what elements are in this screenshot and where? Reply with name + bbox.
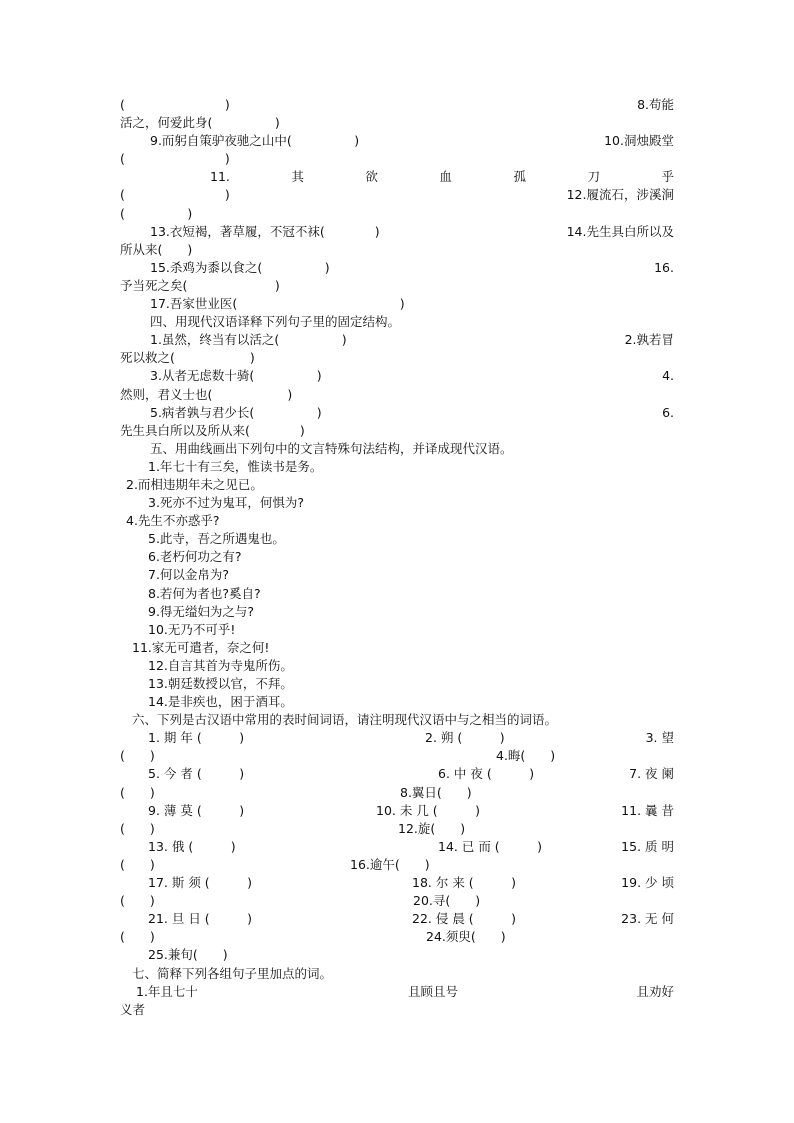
sentence-item: 3.死亦不过为鬼耳，何惧为? — [148, 495, 305, 511]
blank-paren: ( ) — [120, 187, 230, 203]
time-word-item: 25.兼旬( ) — [148, 947, 228, 963]
time-word-item: 24.须臾( ) — [426, 929, 506, 945]
time-word-row — [120, 838, 674, 856]
text-line — [120, 96, 674, 114]
time-word-item: 10. 未 几 ( ) — [376, 802, 481, 818]
time-word-row — [120, 874, 674, 892]
sentence-item: 2.而相违期年未之见已。 — [126, 476, 263, 492]
question-item: 然则，君义士也( ) — [120, 386, 293, 402]
question-item: 先生具白所以及所从来( ) — [120, 422, 305, 438]
sentence-item: 9.得无缢妇为之与? — [148, 603, 255, 619]
time-word-item: 3. 望 — [645, 730, 674, 746]
text-line — [120, 386, 674, 404]
time-word-item: 7. 夜 阑 — [629, 766, 674, 782]
time-word-row — [120, 910, 674, 928]
sentence-item: 7.何以金帛为? — [148, 567, 230, 583]
question-item: 17.吾家世业医( ) — [150, 296, 405, 312]
blank-paren: ( ) — [120, 929, 155, 945]
time-word-item: 20.寻( ) — [413, 893, 481, 909]
question-item: 14.先生具白所以及 — [566, 223, 674, 239]
text-line — [120, 114, 674, 132]
text-line — [120, 241, 674, 259]
question-item: 2.孰若冒 — [624, 332, 674, 348]
time-word-item: 6. 中 夜 ( ) — [438, 766, 535, 782]
question-item: 4. — [662, 368, 674, 384]
question-item: 16. — [654, 259, 674, 275]
question-item: 15.杀鸡为黍以食之( ) — [150, 259, 330, 275]
question-item: 活之，何爱此身( ) — [120, 115, 280, 131]
time-word-row — [120, 765, 674, 783]
time-word-item: 19. 少 顷 — [621, 875, 674, 891]
blank-paren: ( ) — [120, 97, 230, 112]
sentence-item: 11.家无可遣者，奈之何! — [132, 639, 270, 655]
time-word-item: 8.翼日( ) — [400, 784, 472, 800]
section-heading: 七、简释下列各组句子里加点的词。 — [132, 965, 333, 981]
time-word-row — [120, 784, 674, 802]
question-item: 13.衣短褐，著草履，不冠不袜( ) — [150, 223, 380, 239]
question-item: 死以救之( ) — [120, 350, 255, 366]
sentence-item: 13.朝廷数授以官，不拜。 — [148, 676, 293, 691]
time-word-item: 21. 旦 日 ( ) — [148, 911, 253, 927]
sentence-item: 12.自言其首为寺鬼所伤。 — [148, 657, 293, 673]
blank-paren: ( ) — [120, 856, 155, 872]
char: 欲 — [365, 169, 378, 185]
time-word-row — [120, 802, 674, 820]
blank-paren: ( ) — [120, 205, 193, 221]
blank-paren: ( ) — [120, 748, 155, 764]
text-line — [120, 367, 674, 385]
sentence-item: 8.若何为者也?奚自? — [148, 585, 261, 601]
char: 其 — [291, 169, 304, 185]
sentence-item: 10.无乃不可乎! — [148, 621, 236, 637]
time-word-item: 18. 尔 来 ( ) — [412, 875, 517, 891]
document-page — [120, 96, 674, 1019]
time-word-item: 12.旋( ) — [398, 820, 466, 836]
question-item: 12.履流石，涉溪涧 — [566, 187, 674, 203]
time-word-item: 5. 今 者 ( ) — [148, 766, 245, 782]
char: 血 — [439, 169, 452, 185]
time-word-row — [120, 856, 674, 874]
question-item: 1.虽然，终当有以活之( ) — [150, 332, 347, 348]
question-item: 6. — [662, 404, 674, 420]
time-word-item: 1. 期 年 ( ) — [148, 730, 245, 746]
spread-question-line — [120, 168, 674, 186]
text-line — [120, 186, 674, 204]
text-line — [120, 422, 674, 440]
section-heading: 四、用现代汉语译释下列句子里的固定结构。 — [150, 314, 401, 330]
char: 刀 — [587, 169, 600, 185]
text-line — [120, 132, 674, 150]
time-word-item: 11. 曩 昔 — [621, 802, 674, 818]
question-item: 1.年且七十 — [136, 983, 198, 999]
sentence-item: 6.老朽何功之有? — [148, 549, 242, 565]
question-item: 所从来( ) — [120, 241, 193, 257]
question-item: 予当死之矣( ) — [120, 277, 280, 293]
text-line — [120, 277, 674, 295]
char: 11. — [210, 169, 230, 185]
text-line — [120, 349, 674, 367]
time-word-row — [120, 892, 674, 910]
time-word-item: 14. 已 而 ( ) — [438, 838, 543, 854]
question-item: 3.从者无虑数十骑( ) — [150, 368, 322, 384]
blank-paren: ( ) — [120, 784, 155, 800]
time-word-item: 23. 无 何 — [621, 911, 674, 927]
text-line — [120, 259, 674, 277]
question-item: 义者 — [120, 1001, 146, 1017]
text-line — [120, 295, 674, 313]
question-item: 8.苟能 — [637, 97, 674, 112]
time-word-item: 16.逾午( ) — [350, 856, 430, 872]
text-line — [120, 404, 674, 422]
char: 孤 — [513, 169, 526, 185]
time-word-item: 22. 侵 晨 ( ) — [412, 911, 517, 927]
text-line — [120, 331, 674, 349]
text-line — [120, 150, 674, 168]
time-word-row — [120, 729, 674, 747]
text-line — [120, 1001, 674, 1019]
section-heading: 六、下列是古汉语中常用的表时间词语，请注明现代汉语中与之相当的词语。 — [132, 712, 558, 728]
text-line — [120, 983, 674, 1001]
time-word-row — [120, 820, 674, 838]
text-line — [120, 205, 674, 223]
question-item: 9.而躬自策驴夜驰之山中( ) — [150, 133, 360, 149]
time-word-item: 2. 朔 ( ) — [425, 730, 505, 746]
question-item: 5.病者孰与君少长( ) — [150, 404, 322, 420]
sentence-item: 14.是非疾也，困于酒耳。 — [148, 694, 293, 710]
time-word-item: 15. 质 明 — [621, 838, 674, 854]
question-item: 且顾且号 — [408, 983, 459, 999]
time-word-row — [120, 928, 674, 946]
blank-paren: ( ) — [120, 893, 155, 909]
time-word-item: 13. 俄 ( ) — [148, 838, 236, 854]
char: 乎 — [661, 169, 674, 185]
blank-paren: ( ) — [120, 820, 155, 836]
text-line — [120, 223, 674, 241]
blank-paren: ( ) — [120, 151, 230, 167]
question-item: 且劝好 — [636, 983, 674, 999]
time-word-row — [120, 747, 674, 765]
section-heading: 五、用曲线画出下列句中的文言特殊句法结构，并译成现代汉语。 — [150, 440, 513, 456]
time-word-item: 17. 斯 须 ( ) — [148, 875, 253, 891]
question-item: 10.洞烛殿堂 — [604, 133, 674, 149]
sentence-item: 1.年七十有三矣，惟读书是务。 — [148, 458, 323, 474]
time-word-item: 9. 薄 莫 ( ) — [148, 802, 245, 818]
sentence-item: 5.此寺，吾之所遇鬼也。 — [148, 531, 285, 547]
sentence-item: 4.先生不亦惑乎? — [126, 513, 220, 529]
time-word-item: 4.晦( ) — [496, 748, 556, 764]
